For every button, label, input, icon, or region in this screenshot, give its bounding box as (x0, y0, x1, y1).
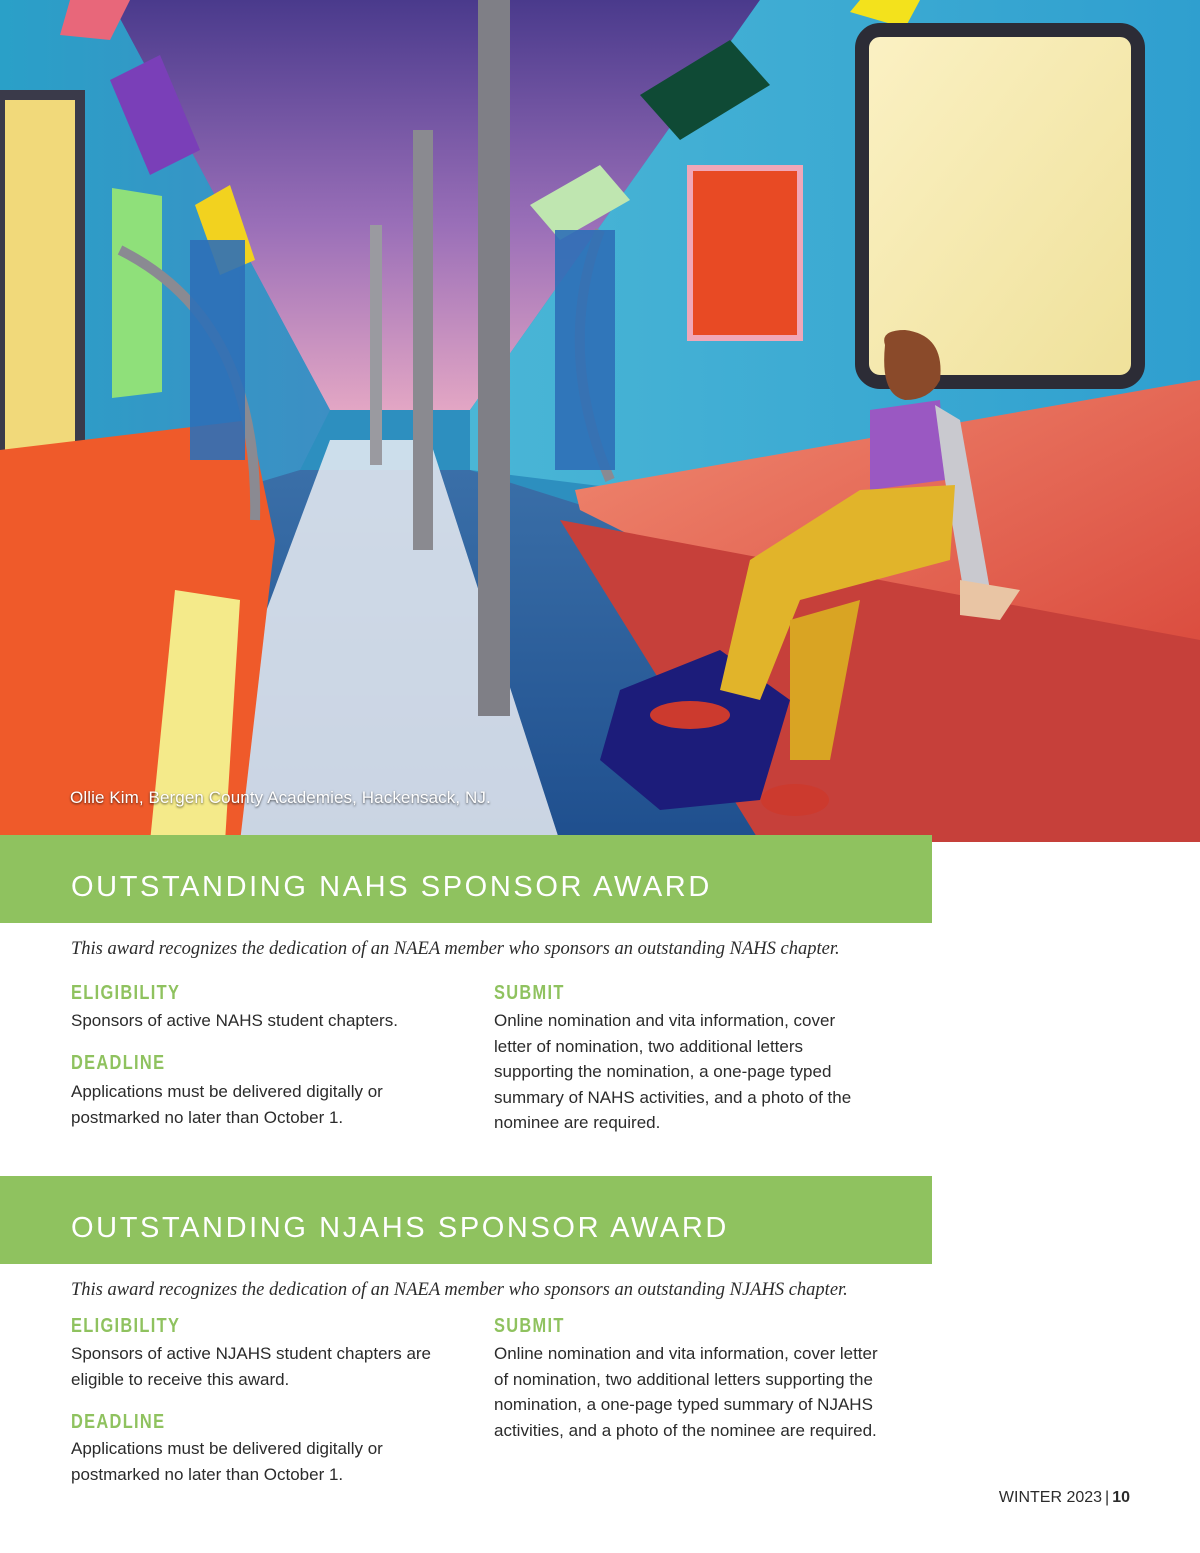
eligibility-text: Sponsors of active NJAHS student chapters are eligible to receive this award. (71, 1344, 432, 1389)
footer-separator: | (1105, 1489, 1110, 1506)
submit-text: Online nomination and vita information, cover letter of nomination, two additional letters supporting the nomination, a one-page typed summary of NJAHS activities, and a photo of the nominee are required. (494, 1344, 878, 1440)
artwork-caption: Ollie Kim, Bergen County Academies, Hackensack, NJ. (70, 788, 491, 807)
award-title: OUTSTANDING NJAHS SPONSOR AWARD (71, 1212, 729, 1244)
submit-label: SUBMIT (494, 982, 565, 1004)
award-banner (0, 835, 932, 923)
award-intro: This award recognizes the dedication of an NAEA member who sponsors an outstanding NJAHS chapter. (71, 1280, 848, 1300)
page-footer (999, 1489, 1130, 1507)
eligibility-label: ELIGIBILITY (71, 982, 181, 1004)
deadline-label: DEADLINE (71, 1411, 166, 1433)
deadline-label: DEADLINE (71, 1052, 166, 1074)
submit-text: Online nomination and vita information, cover letter of nomination, two additional letters supporting the nomination, a one-page typed summary of NAHS activities, and a photo of the nominee are required. (494, 1011, 852, 1132)
page-number: 10 (1112, 1489, 1130, 1506)
award-intro: This award recognizes the dedication of an NAEA member who sponsors an outstanding NAHS chapter. (71, 939, 840, 959)
deadline-text: Applications must be delivered digitally or postmarked no later than October 1. (71, 1082, 383, 1127)
award-banner (0, 1176, 932, 1264)
submit-label: SUBMIT (494, 1315, 565, 1337)
eligibility-label: ELIGIBILITY (71, 1315, 181, 1337)
award-title: OUTSTANDING NAHS SPONSOR AWARD (71, 871, 712, 903)
eligibility-text: Sponsors of active NAHS student chapters. (71, 1011, 398, 1030)
deadline-text: Applications must be delivered digitally or postmarked no later than October 1. (71, 1439, 383, 1484)
issue-label: WINTER 2023 (998, 1489, 1103, 1506)
